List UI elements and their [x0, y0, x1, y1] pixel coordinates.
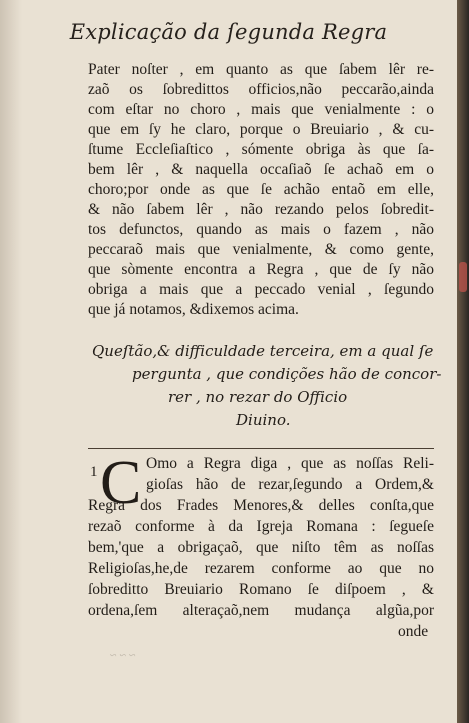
drop-capital: C — [100, 449, 142, 517]
text-line: ſtume Eccleſiaſtico , sómente obriga às que ſa- — [88, 141, 434, 158]
heading-line: Queſtão,& difficuldade terceira, em a qual ſe — [92, 342, 434, 360]
text-line: ſobreditto Breuiario Romano ſe diſpoem , & — [88, 581, 434, 598]
catchword: onde — [398, 623, 429, 640]
text-line: que sòmente encontra a Regra , que de ſy não — [88, 261, 434, 278]
text-line: obriga a mais que a peccado venial , ſegundo — [88, 281, 434, 298]
text-line: Pater noſter , em quanto as que ſabem lêr re- — [88, 61, 434, 78]
text-line: com eſtar no choro , mais que venialmente : o — [88, 101, 434, 118]
text-line: que em ſy he claro, porque o Breuiario , & cu- — [88, 121, 434, 138]
running-header: Explicação da ſegunda Regra — [69, 20, 388, 44]
text-line: Omo a Regra diga , que as noſſas Reli- — [146, 455, 434, 472]
text-line: tos defunctos, quando as mais o fazem , não — [88, 221, 434, 238]
text-line: Religioſas,he,de rezarem conforme ao que no — [88, 560, 434, 577]
heading-line: rer , no rezar do Officio — [168, 388, 348, 406]
text-line: bem lêr , & naquella occaſiaõ ſe achaõ em o — [88, 161, 434, 178]
text-line: gioſas hão de rezar,ſegundo a Ordem,& — [146, 476, 434, 493]
text-line: peccaraõ mais que venialmente, & como gente, — [88, 241, 434, 258]
text-line: Regra dos Frades Menores,& delles conſta,que — [88, 497, 434, 514]
text-line: & não ſabem lêr , não rezando pelos ſobredit- — [88, 201, 434, 218]
book-spine-edge — [457, 0, 469, 723]
text-line: rezaõ conforme à da Igreja Romana : ſegueſe — [88, 518, 434, 535]
section-number: 1 — [90, 464, 98, 480]
bookmark-tab-icon — [459, 262, 467, 292]
text-line: choro;por onde as que ſe achão entaõ em elle, — [88, 181, 434, 198]
text-line: que já notamos, &dixemos acima. — [88, 301, 299, 318]
text-line: bem,'que a obrigaçaõ, que niſto têm as noſſas — [88, 539, 434, 556]
bleed-through-icon: ~ ~ ~ — [110, 648, 136, 662]
text-line: zaõ os ſobredittos officios,não peccarão,ainda — [88, 81, 434, 98]
heading-line: Diuino. — [236, 411, 291, 429]
heading-line: pergunta , que condições hão de concor- — [132, 365, 442, 383]
text-line: ordena,ſem alteraçaõ,nem mudança algũa,por — [88, 602, 434, 619]
